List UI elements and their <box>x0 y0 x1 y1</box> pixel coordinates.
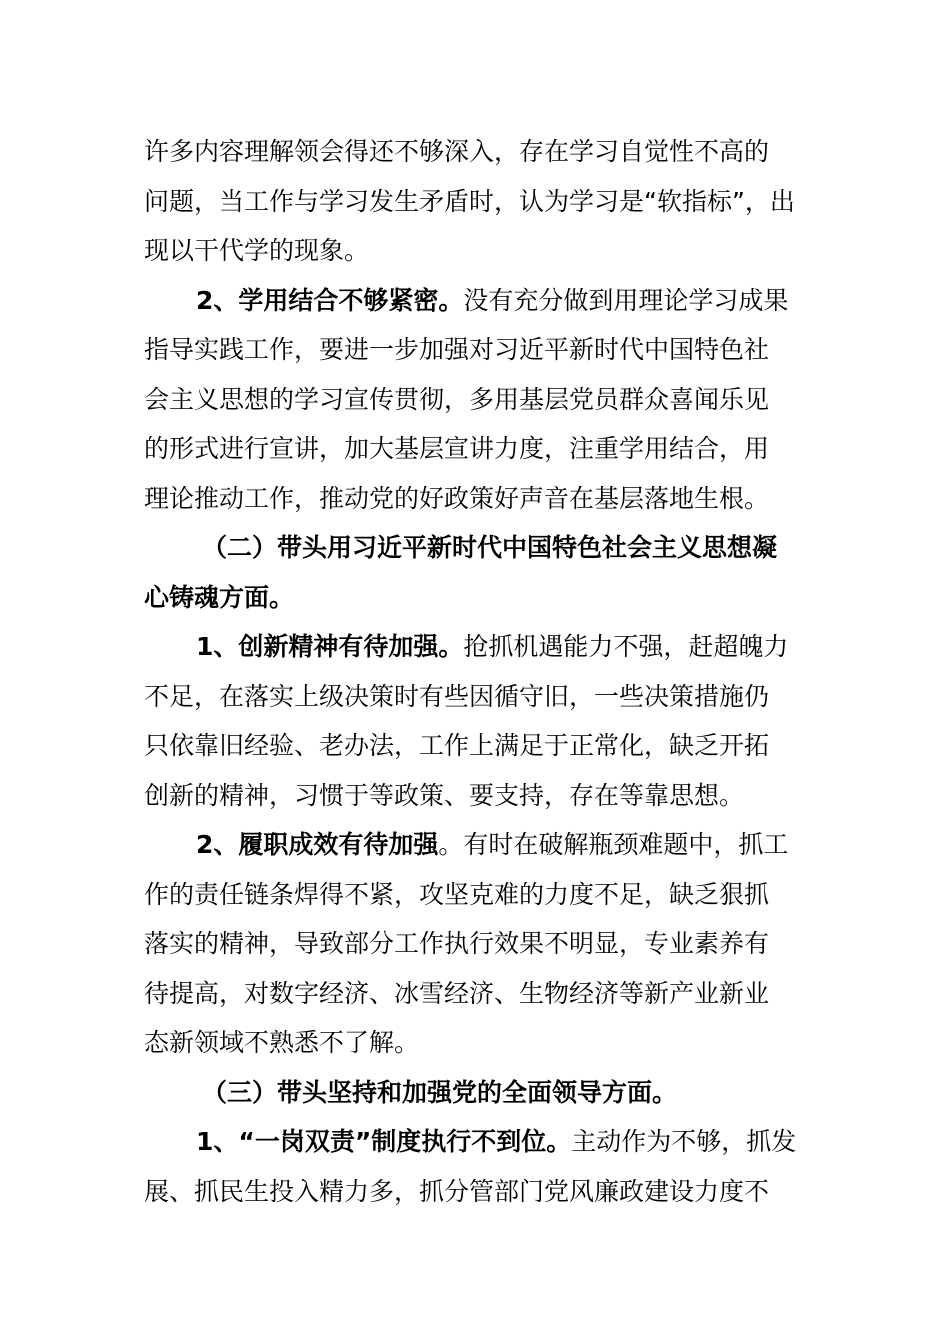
item-heading-line <box>144 1117 806 1167</box>
paragraph-line <box>144 919 806 969</box>
text-run: 没有充分做到用理论学习成果 <box>463 285 789 315</box>
paragraph-line <box>144 474 806 524</box>
paragraph-line <box>144 1018 806 1068</box>
paragraph-line <box>144 424 806 474</box>
text-run: 待提高，对数字经济、冰雪经济、生物经济等新产业新业 <box>144 978 770 1008</box>
item-heading-line <box>144 622 806 672</box>
paragraph-line <box>144 375 806 425</box>
section-heading-line <box>144 523 806 573</box>
paragraph-line <box>144 969 806 1019</box>
section-heading-line <box>144 573 806 623</box>
item-heading-line <box>144 820 806 870</box>
text-run: 会主义思想的学习宣传贯彻，多用基层党员群众喜闻乐见 <box>144 384 770 414</box>
text-run: 理论推动工作，推动党的好政策好声音在基层落地生根。 <box>144 483 770 513</box>
paragraph-line <box>144 127 806 177</box>
text-run: 问题，当工作与学习发生矛盾时，认为学习是“软指标”，出 <box>144 186 795 216</box>
text-run: 创新的精神，习惯于等政策、要支持，存在等靠思想。 <box>144 780 745 810</box>
item-title: 1、“一岗双责”制度执行不到位。 <box>196 1127 572 1156</box>
section-heading: （三）带头坚持和加强党的全面领导方面。 <box>202 1077 678 1107</box>
paragraph-line <box>144 721 806 771</box>
text-run: 许多内容理解领会得还不够深入，存在学习自觉性不高的 <box>144 137 770 166</box>
paragraph-line <box>144 226 806 276</box>
section-heading: 心铸魂方面。 <box>144 582 295 612</box>
paragraph-line <box>144 325 806 375</box>
document-body <box>144 127 806 1216</box>
text-run: 只依靠旧经验、老办法，工作上满足于正常化，缺乏开拓 <box>144 731 770 760</box>
text-run: 作的责任链条焊得不紧，攻坚克难的力度不足，缺乏狠抓 <box>144 879 770 909</box>
text-run: 。有时在破解瓶颈难题中，抓工 <box>438 830 789 859</box>
item-title: 1、创新精神有待加强。 <box>196 632 464 661</box>
item-heading-line <box>144 276 806 326</box>
section-heading: （二）带头用习近平新时代中国特色社会主义思想凝 <box>202 533 778 562</box>
text-run: 态新领域不熟悉不了解。 <box>144 1028 420 1057</box>
text-run: 落实的精神，导致部分工作执行效果不明显，专业素养有 <box>144 929 770 958</box>
paragraph-line <box>144 771 806 821</box>
text-run: 主动作为不够，抓发 <box>571 1127 797 1156</box>
paragraph-line <box>144 177 806 227</box>
item-title: 2、履职成效有待加强 <box>196 830 439 859</box>
text-run: 抢抓机遇能力不强，赶超魄力 <box>463 632 789 661</box>
paragraph-line <box>144 672 806 722</box>
text-run: 不足，在落实上级决策时有些因循守旧，一些决策措施仍 <box>144 681 770 711</box>
item-title: 2、学用结合不够紧密。 <box>196 285 464 315</box>
text-run: 展、抓民生投入精力多，抓分管部门党风廉政建设力度不 <box>144 1176 770 1206</box>
text-run: 的形式进行宣讲，加大基层宣讲力度，注重学用结合，用 <box>144 434 770 463</box>
text-run: 现以干代学的现象。 <box>144 236 370 265</box>
text-run: 指导实践工作，要进一步加强对习近平新时代中国特色社 <box>144 335 770 364</box>
section-heading-line <box>144 1068 806 1118</box>
paragraph-line <box>144 1167 806 1217</box>
paragraph-line <box>144 870 806 920</box>
